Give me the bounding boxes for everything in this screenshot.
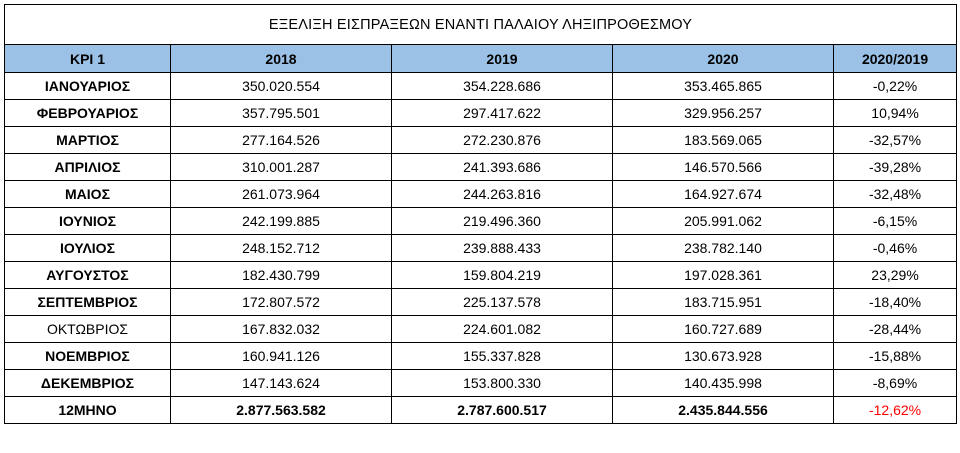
total-label: 12ΜΗΝΟ [5,397,171,424]
change-pct: 10,94% [834,100,957,127]
value-2020: 329.956.257 [613,100,834,127]
table-row [5,100,957,127]
table-row [5,316,957,343]
header-2018: 2018 [171,45,392,73]
change-pct: -6,15% [834,208,957,235]
value-2019: 219.496.360 [392,208,613,235]
value-2019: 297.417.622 [392,100,613,127]
header-change: 2020/2019 [834,45,957,73]
kpi-table-container [4,4,956,424]
table-row [5,73,957,100]
value-2019: 224.601.082 [392,316,613,343]
change-pct: -15,88% [834,343,957,370]
month-label: ΙΟΥΛΙΟΣ [5,235,171,262]
table-row [5,235,957,262]
month-label: ΝΟΕΜΒΡΙΟΣ [5,343,171,370]
value-2020: 353.465.865 [613,73,834,100]
header-2019: 2019 [392,45,613,73]
change-pct: -0,46% [834,235,957,262]
total-2020: 2.435.844.556 [613,397,834,424]
value-2019: 153.800.330 [392,370,613,397]
value-2018: 277.164.526 [171,127,392,154]
month-label: ΑΥΓΟΥΣΤΟΣ [5,262,171,289]
table-row [5,127,957,154]
total-change: -12,62% [834,397,957,424]
value-2020: 205.991.062 [613,208,834,235]
table-row [5,370,957,397]
month-label: ΙΟΥΝΙΟΣ [5,208,171,235]
value-2019: 155.337.828 [392,343,613,370]
value-2018: 160.941.126 [171,343,392,370]
month-label: ΦΕΒΡΟΥΑΡΙΟΣ [5,100,171,127]
change-pct: -28,44% [834,316,957,343]
change-pct: -8,69% [834,370,957,397]
table-row [5,154,957,181]
value-2019: 241.393.686 [392,154,613,181]
month-label: ΟΚΤΩΒΡΙΟΣ [5,316,171,343]
change-pct: -18,40% [834,289,957,316]
change-pct: 23,29% [834,262,957,289]
value-2018: 310.001.287 [171,154,392,181]
value-2020: 146.570.566 [613,154,834,181]
value-2019: 159.804.219 [392,262,613,289]
table-row [5,343,957,370]
value-2018: 242.199.885 [171,208,392,235]
value-2019: 272.230.876 [392,127,613,154]
total-row [5,397,957,424]
value-2020: 164.927.674 [613,181,834,208]
total-2018: 2.877.563.582 [171,397,392,424]
value-2019: 354.228.686 [392,73,613,100]
table-title: ΕΞΕΛΙΞΗ ΕΙΣΠΡΑΞΕΩΝ ΕΝΑΝΤΙ ΠΑΛΑΙΟΥ ΛΗΞΙΠΡΟΘΕΣΜΟΥ [5,5,957,45]
month-label: ΜΑΙΟΣ [5,181,171,208]
month-label: ΙΑΝΟΥΑΡΙΟΣ [5,73,171,100]
value-2020: 183.715.951 [613,289,834,316]
value-2020: 160.727.689 [613,316,834,343]
value-2019: 225.137.578 [392,289,613,316]
header-2020: 2020 [613,45,834,73]
month-label: ΜΑΡΤΙΟΣ [5,127,171,154]
header-kpi: KPI 1 [5,45,171,73]
header-row [5,45,957,73]
value-2020: 183.569.065 [613,127,834,154]
collections-table [4,4,957,424]
value-2018: 350.020.554 [171,73,392,100]
value-2019: 244.263.816 [392,181,613,208]
month-label: ΑΠΡΙΛΙΟΣ [5,154,171,181]
value-2018: 357.795.501 [171,100,392,127]
total-2019: 2.787.600.517 [392,397,613,424]
value-2020: 130.673.928 [613,343,834,370]
value-2020: 140.435.998 [613,370,834,397]
value-2018: 182.430.799 [171,262,392,289]
table-row [5,181,957,208]
table-row [5,208,957,235]
value-2018: 261.073.964 [171,181,392,208]
value-2019: 239.888.433 [392,235,613,262]
value-2018: 172.807.572 [171,289,392,316]
table-row [5,262,957,289]
change-pct: -39,28% [834,154,957,181]
value-2018: 147.143.624 [171,370,392,397]
month-label: ΣΕΠΤΕΜΒΡΙΟΣ [5,289,171,316]
change-pct: -0,22% [834,73,957,100]
value-2020: 197.028.361 [613,262,834,289]
title-row [5,5,957,45]
value-2018: 248.152.712 [171,235,392,262]
change-pct: -32,57% [834,127,957,154]
value-2020: 238.782.140 [613,235,834,262]
value-2018: 167.832.032 [171,316,392,343]
table-row [5,289,957,316]
change-pct: -32,48% [834,181,957,208]
month-label: ΔΕΚΕΜΒΡΙΟΣ [5,370,171,397]
